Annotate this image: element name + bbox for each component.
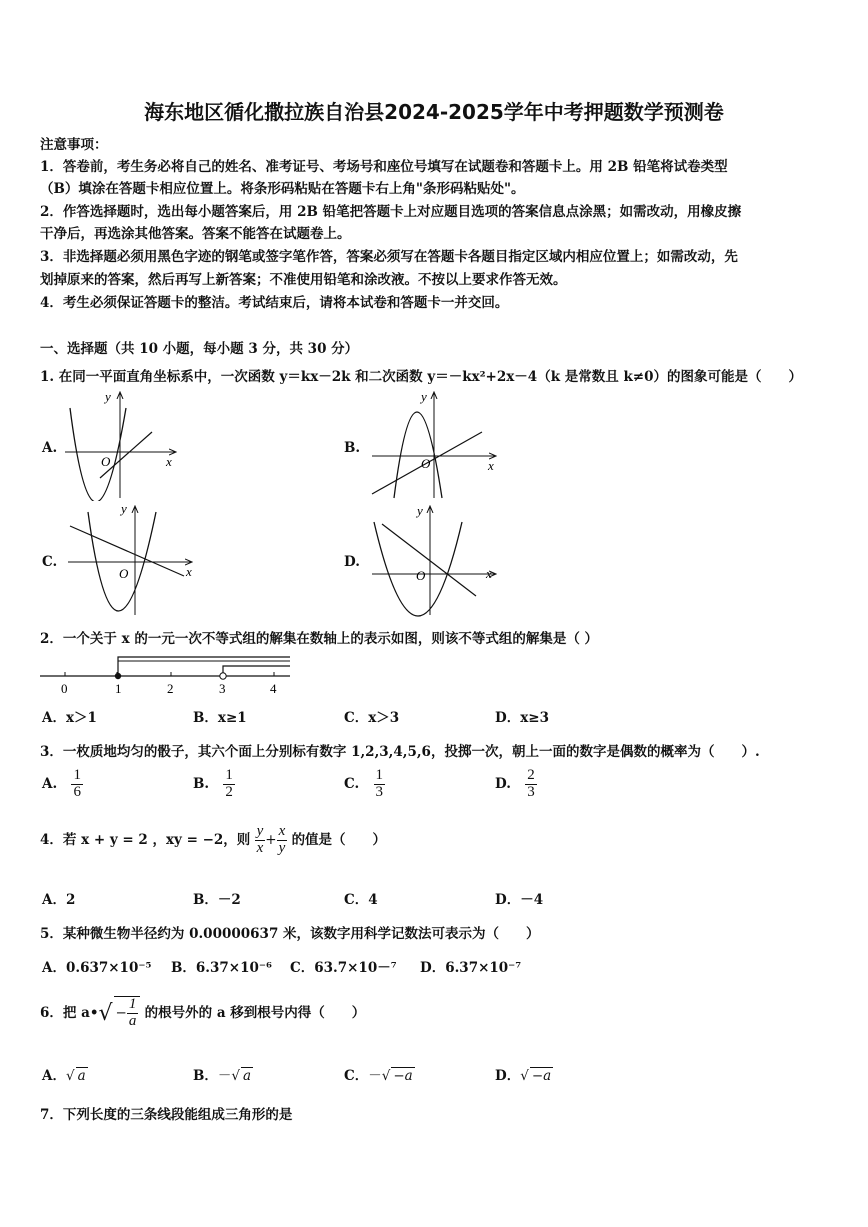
page-title: 海东地区循化撒拉族自治县2024-2025学年中考押题数学预测卷 xyxy=(144,100,724,124)
tick-label: 4 xyxy=(270,681,277,696)
q1-graph-b xyxy=(364,386,504,501)
q2-option-a: A．x＞1 xyxy=(42,710,97,726)
tick-label: 2 xyxy=(167,681,174,696)
tick-label: 3 xyxy=(219,681,226,696)
notice-line: 划掉原来的答案，然后再写上新答案；不准使用铅笔和涂改液。不按以上要求作答无效。 xyxy=(40,272,567,288)
y-axis-label: y xyxy=(121,501,127,516)
q2-number-line xyxy=(38,652,294,698)
y-axis-label: y xyxy=(417,503,423,518)
q3-option-d: D. $\frac{2}{3}$ xyxy=(495,767,535,800)
q4-option-b: B．－2 xyxy=(193,892,241,908)
q4-option-d: D．－4 xyxy=(495,892,544,908)
question-2-stem: 2．一个关于 x 的一元一次不等式组的解集在数轴上的表示如图，则该不等式组的解集是（ ） xyxy=(40,631,599,647)
notice-heading: 注意事项： xyxy=(40,137,108,153)
q1-option-c-label: C. xyxy=(42,554,58,570)
q5-option-a: A．0.637×10⁻⁵ xyxy=(42,960,152,976)
q1-graph-d xyxy=(364,500,504,618)
q2-option-b: B．x≥1 xyxy=(193,710,247,726)
q5-option-b: B．6.37×10⁻⁶ xyxy=(171,960,272,976)
notice-line: 1．答卷前，考生务必将自己的姓名、准考证号、考场号和座位号填写在试题卷和答题卡上。用 2B 铅笔将试卷类型 xyxy=(40,159,728,175)
x-axis-label: x xyxy=(186,564,192,579)
origin-label: O xyxy=(416,568,426,583)
notice-line: 3．非选择题必须用黑色字迹的钢笔或签字笔作答，答案必须写在答题卡各题目指定区域内相应位置上；如需改动，先 xyxy=(40,249,738,265)
section-heading: 一、选择题（共 10 小题，每小题 3 分，共 30 分） xyxy=(40,341,359,357)
tick-label: 0 xyxy=(61,681,68,696)
x-axis-label: x xyxy=(166,454,172,469)
q6-option-d: D．√ −a xyxy=(495,1068,552,1084)
y-axis-label: y xyxy=(421,389,427,404)
origin-label: O xyxy=(119,566,129,581)
notice-line: （B）填涂在答题卡相应位置上。将条形码粘贴在答题卡右上角"条形码粘贴处"。 xyxy=(40,181,525,197)
q2-option-d: D．x≥3 xyxy=(495,710,549,726)
q6-option-b: B．－√ a xyxy=(193,1068,252,1084)
origin-label: O xyxy=(101,454,111,469)
q1-option-a-label: A. xyxy=(42,440,58,456)
q3-option-b: B. $\frac{1}{2}$ xyxy=(193,767,233,800)
q6-option-a: A．√ a xyxy=(42,1068,86,1084)
tick-label: 1 xyxy=(115,681,122,696)
question-5-stem: 5．某种微生物半径约为 0.00000637 米，该数字用科学记数法可表示为（ ） xyxy=(40,926,540,942)
question-4-stem: 4．若 x + y = 2 ，xy = −2，则 $\frac{y}{x}$ + $\frac{x}{y}$ 的值是（ ） xyxy=(40,823,387,856)
q1-graph-a xyxy=(60,386,185,501)
notice-line: 干净后，再选涂其他答案。答案不能答在试题卷上。 xyxy=(40,226,351,242)
q1-graph-c xyxy=(60,500,200,618)
q6-option-c: C．－√ −a xyxy=(344,1068,413,1084)
notice-line: 2．作答选择题时，选出每小题答案后，用 2B 铅笔把答题卡上对应题目选项的答案信息点涂黑；如需改动，用橡皮擦 xyxy=(40,204,742,220)
q3-option-a: A. $\frac{1}{6}$ xyxy=(42,767,81,800)
q5-option-c: C．63.7×10－⁷ xyxy=(290,960,397,976)
question-7-stem: 7．下列长度的三条线段能组成三角形的是 xyxy=(40,1107,293,1123)
q2-option-c: C．x＞3 xyxy=(344,710,400,726)
question-3-stem: 3．一枚质地均匀的骰子，其六个面上分别标有数字 1,2,3,4,5,6，投掷一次，朝上一面的数字是偶数的概率为（ ）. xyxy=(40,744,760,760)
q1-option-b-label: B. xyxy=(344,440,361,456)
origin-label: O xyxy=(421,456,431,471)
q1-option-d-label: D. xyxy=(344,554,360,570)
x-axis-label: x xyxy=(486,566,492,581)
y-axis-label: y xyxy=(105,389,111,404)
q3-option-c: C. $\frac{1}{3}$ xyxy=(344,767,384,800)
question-6-stem: 6．把 a•√ − $\frac{1}{a}$ 的根号外的 a 移到根号内得（ ） xyxy=(40,996,366,1029)
question-1-stem: 1. 在同一平面直角坐标系中，一次函数 y＝kx－2k 和二次函数 y＝－kx²+2x－4（k 是常数且 k≠0）的图象可能是（ ） xyxy=(40,369,803,385)
x-axis-label: x xyxy=(488,458,494,473)
q5-option-d: D．6.37×10⁻⁷ xyxy=(420,960,522,976)
notice-line: 4．考生必须保证答题卡的整洁。考试结束后，请将本试卷和答题卡一并交回。 xyxy=(40,295,509,311)
q4-option-c: C．4 xyxy=(344,892,378,908)
q4-option-a: A．2 xyxy=(42,892,76,908)
